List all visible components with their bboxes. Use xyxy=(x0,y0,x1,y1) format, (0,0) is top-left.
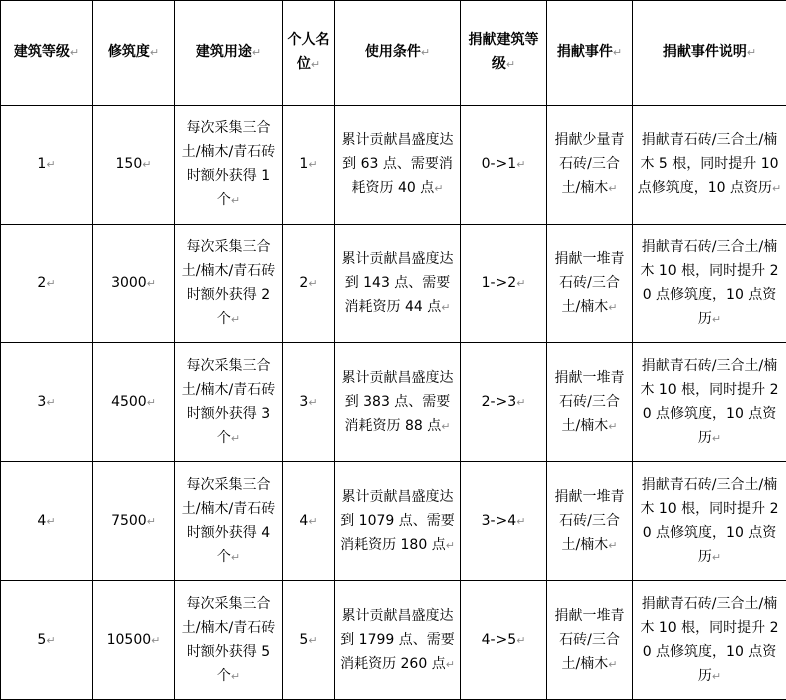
paragraph-mark-icon: ↵ xyxy=(608,182,618,196)
cell-repair: 4500↵ xyxy=(93,343,175,462)
cell-repair: 10500↵ xyxy=(93,581,175,700)
cell-usage: 每次采集三合土/楠木/青石砖时额外获得 3 个↵ xyxy=(175,343,283,462)
cell-condition: 累计贡献昌盛度达到 63 点、需要消耗资历 40 点↵ xyxy=(335,105,461,224)
paragraph-mark-icon: ↵ xyxy=(608,657,618,671)
cell-event-desc: 捐献青石砖/三合土/楠木 5 根，同时提升 10 点修筑度，10 点资历↵ xyxy=(633,105,786,224)
paragraph-mark-icon: ↵ xyxy=(612,46,623,60)
table-row xyxy=(1,224,786,343)
paragraph-mark-icon: ↵ xyxy=(230,431,241,445)
paragraph-mark-icon: ↵ xyxy=(441,419,451,433)
table-row xyxy=(1,462,786,581)
paragraph-mark-icon: ↵ xyxy=(711,313,722,326)
paragraph-mark-icon: ↵ xyxy=(151,633,161,647)
table-row xyxy=(1,105,786,224)
cell-level: 5↵ xyxy=(1,581,93,700)
paragraph-mark-icon: ↵ xyxy=(46,277,56,290)
paragraph-mark-icon: ↵ xyxy=(441,301,451,314)
paragraph-mark-icon: ↵ xyxy=(516,514,526,528)
cell-event: 捐献一堆青石砖/三合土/楠木↵ xyxy=(547,462,633,581)
cell-event-desc: 捐献青石砖/三合土/楠木 10 根，同时提升 20 点修筑度，10 点资历↵ xyxy=(633,343,786,462)
cell-position: 1↵ xyxy=(283,105,335,224)
paragraph-mark-icon: ↵ xyxy=(230,313,241,326)
paragraph-mark-icon: ↵ xyxy=(308,514,318,528)
paragraph-mark-icon: ↵ xyxy=(516,633,526,647)
paragraph-mark-icon: ↵ xyxy=(608,538,618,552)
cell-event-desc: 捐献青石砖/三合土/楠木 10 根，同时提升 20 点修筑度，10 点资历↵ xyxy=(633,224,786,343)
paragraph-mark-icon: ↵ xyxy=(516,158,526,172)
paragraph-mark-icon: ↵ xyxy=(142,158,152,172)
cell-usage: 每次采集三合土/楠木/青石砖时额外获得 4 个↵ xyxy=(175,462,283,581)
paragraph-mark-icon: ↵ xyxy=(230,194,241,208)
cell-event: 捐献一堆青石砖/三合土/楠木↵ xyxy=(547,224,633,343)
cell-usage: 每次采集三合土/楠木/青石砖时额外获得 5 个↵ xyxy=(175,581,283,700)
cell-event-desc: 捐献青石砖/三合土/楠木 10 根，同时提升 20 点修筑度，10 点资历↵ xyxy=(633,581,786,700)
cell-donate-level: 1->2↵ xyxy=(461,224,547,343)
paragraph-mark-icon: ↵ xyxy=(146,514,156,528)
paragraph-mark-icon: ↵ xyxy=(146,395,156,409)
header-event-desc: 捐献事件说明↵ xyxy=(633,1,786,106)
cell-donate-level: 0->1↵ xyxy=(461,105,547,224)
paragraph-mark-icon: ↵ xyxy=(711,669,722,683)
paragraph-mark-icon: ↵ xyxy=(230,669,241,683)
paragraph-mark-icon: ↵ xyxy=(46,158,56,172)
cell-event: 捐献一堆青石砖/三合土/楠木↵ xyxy=(547,343,633,462)
cell-donate-level: 3->4↵ xyxy=(461,462,547,581)
paragraph-mark-icon: ↵ xyxy=(516,395,526,409)
paragraph-mark-icon: ↵ xyxy=(251,46,262,60)
cell-condition: 累计贡献昌盛度达到 143 点、需要消耗资历 44 点↵ xyxy=(335,224,461,343)
header-position: 个人名位↵ xyxy=(283,1,335,106)
header-usage: 建筑用途↵ xyxy=(175,1,283,106)
cell-level: 3↵ xyxy=(1,343,93,462)
cell-condition: 累计贡献昌盛度达到 1079 点、需要消耗资历 180 点↵ xyxy=(335,462,461,581)
cell-condition: 累计贡献昌盛度达到 383 点、需要消耗资历 88 点↵ xyxy=(335,343,461,462)
paragraph-mark-icon: ↵ xyxy=(608,301,618,314)
cell-position: 3↵ xyxy=(283,343,335,462)
paragraph-mark-icon: ↵ xyxy=(516,277,526,290)
paragraph-mark-icon: ↵ xyxy=(505,58,516,72)
paragraph-mark-icon: ↵ xyxy=(746,46,757,60)
cell-repair: 3000↵ xyxy=(93,224,175,343)
cell-condition: 累计贡献昌盛度达到 1799 点、需要消耗资历 260 点↵ xyxy=(335,581,461,700)
paragraph-mark-icon: ↵ xyxy=(46,514,56,528)
cell-level: 4↵ xyxy=(1,462,93,581)
table-row xyxy=(1,581,786,700)
cell-level: 2↵ xyxy=(1,224,93,343)
cell-donate-level: 4->5↵ xyxy=(461,581,547,700)
paragraph-mark-icon: ↵ xyxy=(308,158,318,172)
paragraph-mark-icon: ↵ xyxy=(608,419,618,433)
cell-level: 1↵ xyxy=(1,105,93,224)
paragraph-mark-icon: ↵ xyxy=(308,277,318,290)
paragraph-mark-icon: ↵ xyxy=(149,46,160,60)
paragraph-mark-icon: ↵ xyxy=(420,46,431,60)
cell-usage: 每次采集三合土/楠木/青石砖时额外获得 2 个↵ xyxy=(175,224,283,343)
cell-repair: 7500↵ xyxy=(93,462,175,581)
cell-event-desc: 捐献青石砖/三合土/楠木 10 根，同时提升 20 点修筑度，10 点资历↵ xyxy=(633,462,786,581)
cell-usage: 每次采集三合土/楠木/青石砖时额外获得 1 个↵ xyxy=(175,105,283,224)
header-level: 建筑等级↵ xyxy=(1,1,93,106)
table-row xyxy=(1,343,786,462)
paragraph-mark-icon: ↵ xyxy=(46,395,56,409)
paragraph-mark-icon: ↵ xyxy=(146,277,156,290)
paragraph-mark-icon: ↵ xyxy=(772,182,782,196)
paragraph-mark-icon: ↵ xyxy=(434,182,444,196)
paragraph-mark-icon: ↵ xyxy=(445,657,455,671)
paragraph-mark-icon: ↵ xyxy=(308,633,318,647)
paragraph-mark-icon: ↵ xyxy=(69,46,80,60)
header-repair: 修筑度↵ xyxy=(93,1,175,106)
cell-repair: 150↵ xyxy=(93,105,175,224)
cell-position: 5↵ xyxy=(283,581,335,700)
paragraph-mark-icon: ↵ xyxy=(230,550,241,564)
cell-event: 捐献一堆青石砖/三合土/楠木↵ xyxy=(547,581,633,700)
paragraph-mark-icon: ↵ xyxy=(310,58,321,72)
header-donate-level: 捐献建筑等级↵ xyxy=(461,1,547,106)
cell-position: 4↵ xyxy=(283,462,335,581)
paragraph-mark-icon: ↵ xyxy=(711,431,722,445)
paragraph-mark-icon: ↵ xyxy=(46,633,56,647)
cell-event: 捐献少量青石砖/三合土/楠木↵ xyxy=(547,105,633,224)
header-condition: 使用条件↵ xyxy=(335,1,461,106)
paragraph-mark-icon: ↵ xyxy=(445,538,455,552)
cell-donate-level: 2->3↵ xyxy=(461,343,547,462)
table-header-row xyxy=(1,1,786,106)
paragraph-mark-icon: ↵ xyxy=(308,395,318,409)
paragraph-mark-icon: ↵ xyxy=(711,550,722,564)
header-event: 捐献事件↵ xyxy=(547,1,633,106)
cell-position: 2↵ xyxy=(283,224,335,343)
